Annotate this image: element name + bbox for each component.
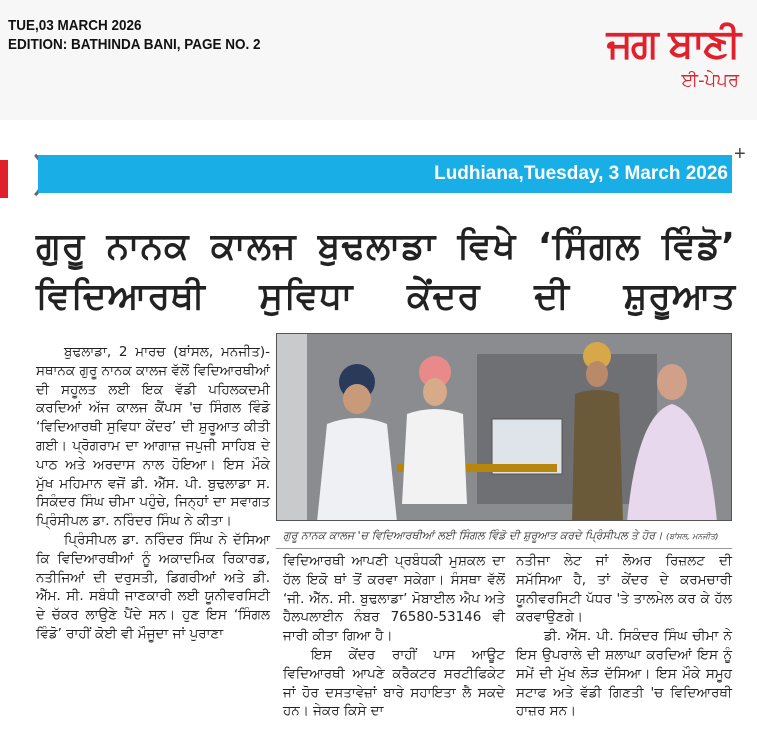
article-headline: ਗੁਰੂ ਨਾਨਕ ਕਾਲਜ ਬੁਢਲਾਡਾ ਵਿਖੇ ‘ਸਿੰਗਲ ਵਿੰਡੋ’ ਵਿਦਿਆਰਥੀ ਸੁਵਿਧਾ ਕੇਂਦਰ ਦੀ ਸ਼ੁਰੂਆਤ <box>36 226 736 317</box>
article-column-2 <box>283 552 505 721</box>
photo-caption <box>283 528 733 545</box>
paragraph: ਬੁਢਲਾਡਾ, 2 ਮਾਰਚ (ਬਾਂਸਲ, ਮਨਜੀਤ)-ਸਥਾਨਕ ਗੁਰੂ ਨਾਨਕ ਕਾਲਜ ਵੱਲੋਂ ਵਿਦਿਆਰਥੀਆਂ ਦੀ ਸਹੂਲਤ ਲਈ ਇਕ ਵੱਡੀ ਪਹਿਲਕਦਮੀ ਕਰਦਿਆਂ ਅੱਜ ਕਾਲਜ ਕੈਂਪਸ 'ਚ ਸਿੰਗਲ ਵਿੰਡੋ ‘ਵਿਦਿਆਰਥੀ ਸੁਵਿਧਾ ਕੇਂਦਰ’ ਦੀ ਸ਼ੁਰੂਆਤ ਕੀਤੀ ਗਈ। ਪ੍ਰੋਗਰਾਮ ਦਾ ਆਗਾਜ਼ ਜਪੁਜੀ ਸਾਹਿਬ ਦੇ ਪਾਠ ਅਤੇ ਅਰਦਾਸ ਨਾਲ ਹੋਇਆ। ਇਸ ਮੌਕੇ ਮੁੱਖ ਮਹਿਮਾਨ ਵਜੋਂ ਡੀ. ਐੱਸ. ਪੀ. ਬੁਢਲਾਡਾ ਸ. ਸਿਕੰਦਰ ਸਿੰਘ ਚੀਮਾ ਪਹੁੰਚੇ, ਜਿਨ੍ਹਾਂ ਦਾ ਸਵਾਗਤ ਪ੍ਰਿੰਸੀਪਲ ਡਾ. ਨਰਿੰਦਰ ਸਿੰਘ ਨੇ ਕੀਤਾ। <box>36 344 270 530</box>
logo-main: ਜਗ ਬਾਣੀ <box>606 21 739 67</box>
edition-info <box>8 16 261 54</box>
article-column-3 <box>516 552 732 721</box>
paragraph: ਇਸ ਕੇਂਦਰ ਰਾਹੀਂ ਪਾਸ ਆਊਟ ਵਿਦਿਆਰਥੀ ਆਪਣੇ ਕਰੈਕਟਰ ਸਰਟੀਫਿਕੇਟ ਜਾਂ ਹੋਰ ਦਸਤਾਵੇਜ਼ਾਂ ਬਾਰੇ ਸਹਾਇਤਾ ਲੈ ਸਕਦੇ ਹਨ। ਜੇਕਰ ਕਿਸੇ ਦਾ <box>283 646 505 720</box>
paragraph: ਡੀ. ਐੱਸ. ਪੀ. ਸਿਕੰਦਰ ਸਿੰਘ ਚੀਮਾ ਨੇ ਇਸ ਉਪਰਾਲੇ ਦੀ ਸ਼ਲਾਘਾ ਕਰਦਿਆਂ ਇਸ ਨੂੰ ਸਮੇਂ ਦੀ ਮੁੱਖ ਲੋੜ ਦੱਸਿਆ। ਇਸ ਮੌਕੇ ਸਮੂਹ ਸਟਾਫ ਅਤੇ ਵੱਡੀ ਗਿਣਤੀ 'ਚ ਵਿਦਿਆਰਥੀ ਹਾਜ਼ਰ ਸਨ। <box>516 628 732 720</box>
dateline-banner: Ludhiana,Tuesday, 3 March 2026 <box>38 155 732 193</box>
caption-credit: (ਬਾਂਸਲ, ਮਨਜੀਤ) <box>666 532 719 541</box>
paragraph: ਨਤੀਜਾ ਲੇਟ ਜਾਂ ਲੋਅਰ ਰਿਜ਼ਲਟ ਦੀ ਸਮੱਸਿਆ ਹੈ, ਤਾਂ ਕੇਂਦਰ ਦੇ ਕਰਮਚਾਰੀ ਯੂਨੀਵਰਸਿਟੀ ਪੱਧਰ 'ਤੇ ਤਾਲਮੇਲ ਕਰ ਕੇ ਹੱਲ ਕਰਵਾਉਣਗੇ। <box>516 553 732 626</box>
paragraph: ਵਿਦਿਆਰਥੀ ਆਪਣੀ ਪ੍ਰਬੰਧਕੀ ਮੁਸ਼ਕਲ ਦਾ ਹੱਲ ਇਕੋ ਥਾਂ ਤੋਂ ਕਰਵਾ ਸਕੇਗਾ। ਸੰਸਥਾ ਵੱਲੋਂ ‘ਜੀ. ਐੱਨ. ਸੀ. ਬੁਢਲਾਡਾ’ ਮੋਬਾਈਲ ਐਪ ਅਤੇ ਹੈਲਪਲਾਈਨ ਨੰਬਰ 76580-53146 ਵੀ ਜਾਰੀ ਕੀਤਾ ਗਿਆ ਹੈ। <box>283 553 505 645</box>
jagbani-logo <box>607 22 739 92</box>
article-photo <box>276 333 732 521</box>
logo-sub: ਈ-ਪੇਪਰ <box>681 70 739 91</box>
photo-illustration <box>277 334 732 521</box>
caption-divider <box>276 548 732 549</box>
article-column-1 <box>36 343 270 644</box>
paragraph: ਪ੍ਰਿੰਸੀਪਲ ਡਾ. ਨਰਿੰਦਰ ਸਿੰਘ ਨੇ ਦੱਸਿਆ ਕਿ ਵਿਦਿਆਰਥੀਆਂ ਨੂੰ ਅਕਾਦਮਿਕ ਰਿਕਾਰਡ, ਨਤੀਜਿਆਂ ਦੀ ਦਰੁਸਤੀ, ਡਿਗਰੀਆਂ ਅਤੇ ਡੀ. ਐੱਮ. ਸੀ. ਸਬੰਧੀ ਜਾਣਕਾਰੀ ਲਈ ਯੂਨੀਵਰਸਿਟੀ ਦੇ ਚੱਕਰ ਲਾਉਣੇ ਪੈਂਦੇ ਸਨ। ਹੁਣ ਇਸ ‘ਸਿੰਗਲ ਵਿੰਡੋ’ ਰਾਹੀਂ ਕੋਈ ਵੀ ਮੌਜੂਦਾ ਜਾਂ ਪੁਰਾਣਾ <box>36 531 270 642</box>
epaper-header <box>0 0 757 120</box>
edition-page: EDITION: BATHINDA BANI, PAGE NO. 2 <box>8 36 261 53</box>
crop-mark-icon: + <box>734 143 746 165</box>
issue-date: TUE,03 MARCH 2026 <box>8 17 142 34</box>
caption-text: ਗੁਰੂ ਨਾਨਕ ਕਾਲਜ 'ਚ ਵਿਦਿਆਰਥੀਆਂ ਲਈ ਸਿੰਗਲ ਵਿੰਡੋ ਦੀ ਸ਼ੁਰੂਆਤ ਕਰਦੇ ਪ੍ਰਿੰਸੀਪਲ ਤੇ ਹੋਰ। <box>283 529 663 542</box>
